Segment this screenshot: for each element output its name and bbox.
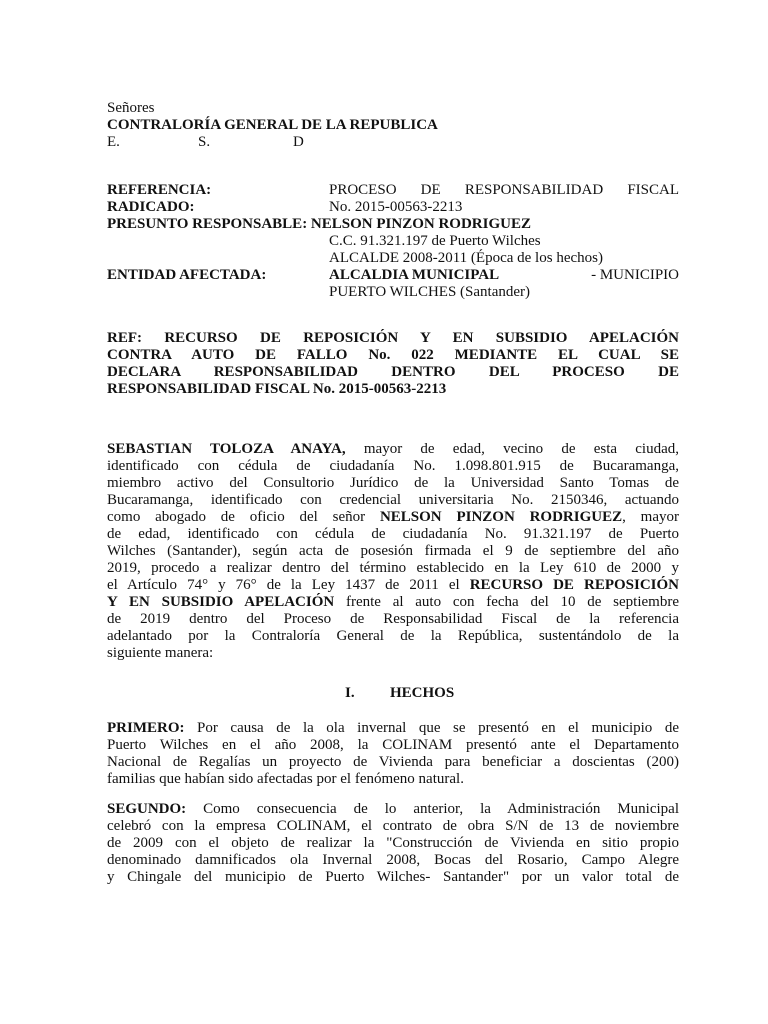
entidad-row-2 <box>107 284 679 301</box>
esd-line <box>107 134 679 151</box>
segundo-text: Como consecuencia de lo anterior, la Administración Municipal <box>186 801 679 817</box>
ref-title <box>107 330 679 398</box>
section-title: HECHOS <box>390 685 455 701</box>
intro-line: miembro activo del Consultorio Jurídico de la Universidad Santo Tomas de <box>107 475 679 491</box>
intro-paragraph <box>107 441 679 662</box>
segundo-line: y Chingale del municipio de Puerto Wilches- Santander" por un valor total de <box>107 869 679 885</box>
client-name: NELSON PINZON RODRIGUEZ <box>379 509 623 525</box>
cc-value: C.C. 91.321.197 de Puerto Wilches <box>329 233 541 249</box>
entidad-value <box>329 267 679 284</box>
primero-text: Por causa de la ola invernal que se presentó en el municipio de <box>184 720 679 736</box>
primero-line: Puerto Wilches en el año 2008, la COLINAM presentó ante el Departamento <box>107 737 679 753</box>
cc-row <box>107 233 679 250</box>
intro-line <box>107 594 679 611</box>
intro-line: de 2019 dentro del Proceso de Responsabilidad Fiscal de la referencia <box>107 611 679 627</box>
intro-line: identificado con cédula de ciudadanía No. 1.098.801.915 de Bucaramanga, <box>107 458 679 474</box>
referencia-row <box>107 182 679 199</box>
intro-line: 2019, procedo a realizar dentro del término establecido en la Ley 610 de 2000 y <box>107 560 679 576</box>
author-name: SEBASTIAN TOLOZA ANAYA, <box>107 441 346 457</box>
radicado-label: RADICADO: <box>107 199 195 215</box>
intro-text: , mayor <box>622 509 679 525</box>
segundo-line: de 2009 con el objeto de realizar la "Construcción de Vivienda en sitio propio <box>107 835 679 851</box>
intro-line: siguiente manera: <box>107 645 214 661</box>
alcalde-row <box>107 250 679 267</box>
intro-line <box>107 509 679 526</box>
reference-block <box>107 182 679 301</box>
intro-text: el Artículo 74° y 76° de la Ley 1437 de 2011 el <box>107 577 470 593</box>
intro-line: de edad, identificado con cédula de ciudadanía No. 91.321.197 de Puerto <box>107 526 679 542</box>
ref-title-line: CONTRA AUTO DE FALLO No. 022 MEDIANTE EL CUAL SE <box>107 347 679 363</box>
ref-title-line: DECLARA RESPONSABILIDAD DENTRO DEL PROCESO DE <box>107 364 679 380</box>
section-numeral: I. <box>345 685 355 701</box>
intro-text: mayor de edad, vecino de esta ciudad, <box>345 441 679 457</box>
esd-d: D <box>293 134 304 150</box>
ref-title-line: REF: RECURSO DE REPOSICIÓN Y EN SUBSIDIO APELACIÓN <box>107 330 679 346</box>
entidad-row <box>107 267 679 284</box>
intro-line <box>107 577 679 594</box>
segundo-line: denominado damnificados ola Invernal 2008, Bocas del Rosario, Campo Alegre <box>107 852 679 868</box>
radicado-row <box>107 199 679 216</box>
entidad-value-line2: PUERTO WILCHES (Santander) <box>329 284 531 300</box>
esd-s: S. <box>198 134 211 150</box>
salutation: Señores <box>107 100 155 116</box>
recurso-bold: RECURSO DE REPOSICIÓN <box>469 577 680 593</box>
intro-line <box>107 441 679 458</box>
intro-line: Wilches (Santander), según acta de posesión firmada el 9 de septiembre del año <box>107 543 679 559</box>
primero-line: familias que habían sido afectadas por el fenómeno natural. <box>107 771 464 787</box>
section-heading <box>107 685 679 702</box>
apelacion-bold: Y EN SUBSIDIO APELACIÓN <box>107 594 335 610</box>
intro-text: como abogado de oficio del señor <box>107 509 380 525</box>
intro-line: adelantado por la Contraloría General de la República, sustentándolo de la <box>107 628 679 644</box>
intro-line: Bucaramanga, identificado con credencial universitaria No. 2150346, actuando <box>107 492 679 508</box>
ref-title-line: RESPONSABILIDAD FISCAL No. 2015-00563-2213 <box>107 381 447 397</box>
esd-e: E. <box>107 134 120 150</box>
segundo-line <box>107 801 679 818</box>
primero-label: PRIMERO: <box>107 720 185 736</box>
entidad-value-rest: - MUNICIPIO <box>591 267 679 283</box>
segundo-paragraph <box>107 801 679 886</box>
addressee: CONTRALORÍA GENERAL DE LA REPUBLICA <box>107 117 438 133</box>
segundo-label: SEGUNDO: <box>107 801 187 817</box>
primero-paragraph <box>107 720 679 788</box>
alcalde-value: ALCALDE 2008-2011 (Época de los hechos) <box>329 250 603 266</box>
entidad-label: ENTIDAD AFECTADA: <box>107 267 267 283</box>
referencia-value: PROCESO DE RESPONSABILIDAD FISCAL <box>329 182 679 198</box>
presunto-row: PRESUNTO RESPONSABLE: NELSON PINZON RODRIGUEZ <box>107 216 531 232</box>
segundo-line: celebró con la empresa COLINAM, el contrato de obra S/N de 13 de noviembre <box>107 818 679 834</box>
radicado-value: No. 2015-00563-2213 <box>329 199 463 215</box>
entidad-value-bold: ALCALDIA MUNICIPAL <box>329 267 500 283</box>
primero-line <box>107 720 679 737</box>
primero-line: Nacional de Regalías un proyecto de Vivienda para beneficiar a doscientas (200) <box>107 754 679 770</box>
referencia-label: REFERENCIA: <box>107 182 212 198</box>
header-block <box>107 100 679 151</box>
intro-text: frente al auto con fecha del 10 de septiembre <box>334 594 679 610</box>
